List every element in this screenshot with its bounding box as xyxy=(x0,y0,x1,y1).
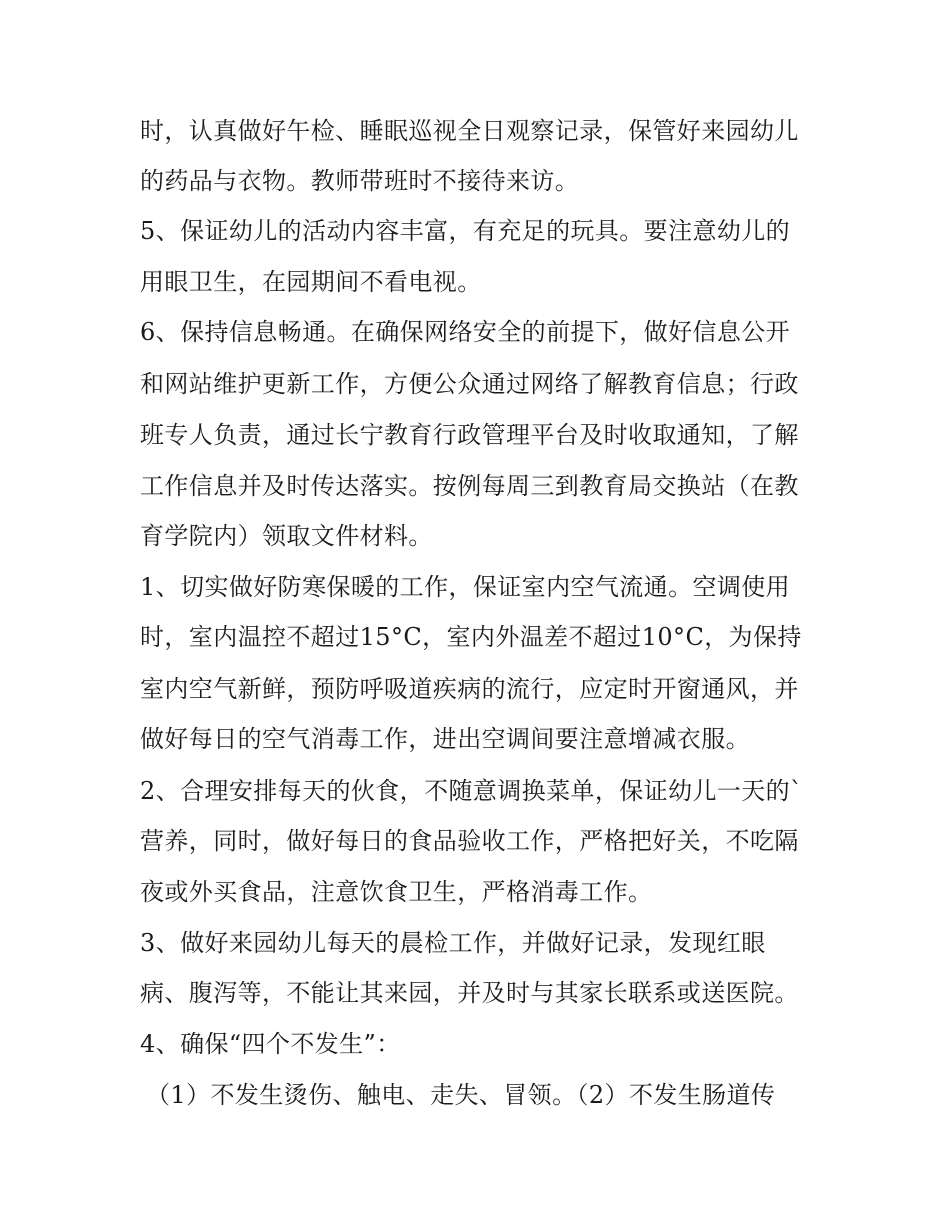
text-line: 4、确保“四个不发生”： xyxy=(140,1030,401,1058)
text-line: 1、切实做好防寒保暖的工作，保证室内空气流通。空调使用 xyxy=(140,573,791,601)
text-line: 3、做好来园幼儿每天的晨检工作，并做好记录，发现红眼 xyxy=(140,929,766,957)
text-line: 2、合理安排每天的伙食，不随意调换菜单，保证幼儿一天的` xyxy=(140,777,803,805)
text-line: （1）不发生烫伤、触电、走失、冒领。（2）不发生肠道传 xyxy=(146,1081,776,1109)
text-line: 班专人负责，通过长宁教育行政管理平台及时收取通知，了解 xyxy=(140,421,799,449)
text-line: 工作信息并及时传达落实。按例每周三到教育局交换站（在教 xyxy=(140,472,799,500)
text-line: 做好每日的空气消毒工作，进出空调间要注意增减衣服。 xyxy=(140,725,750,753)
text-line: 时，室内温控不超过15°C，室内外温差不超过10°C，为保持 xyxy=(140,623,802,651)
text-line: 5、保证幼儿的活动内容丰富，有充足的玩具。要注意幼儿的 xyxy=(140,217,791,245)
text-line: 和网站维护更新工作，方便公众通过网络了解教育信息；行政 xyxy=(140,370,799,398)
text-line: 夜或外买食品，注意饮食卫生，严格消毒工作。 xyxy=(140,878,653,906)
text-line: 的药品与衣物。教师带班时不接待来访。 xyxy=(140,167,580,195)
text-line: 6、保持信息畅通。在确保网络安全的前提下，做好信息公开 xyxy=(140,318,791,346)
text-line: 营养，同时，做好每日的食品验收工作，严格把好关，不吃隔 xyxy=(140,827,799,855)
text-line: 用眼卫生，在园期间不看电视。 xyxy=(140,268,482,296)
text-line: 病、腹泻等，不能让其来园，并及时与其家长联系或送医院。 xyxy=(140,979,799,1007)
text-line: 育学院内）领取文件材料。 xyxy=(140,522,433,550)
text-line: 室内空气新鲜，预防呼吸道疾病的流行，应定时开窗通风，并 xyxy=(140,675,799,703)
text-line: 时，认真做好午检、睡眠巡视全日观察记录，保管好来园幼儿 xyxy=(140,117,799,145)
